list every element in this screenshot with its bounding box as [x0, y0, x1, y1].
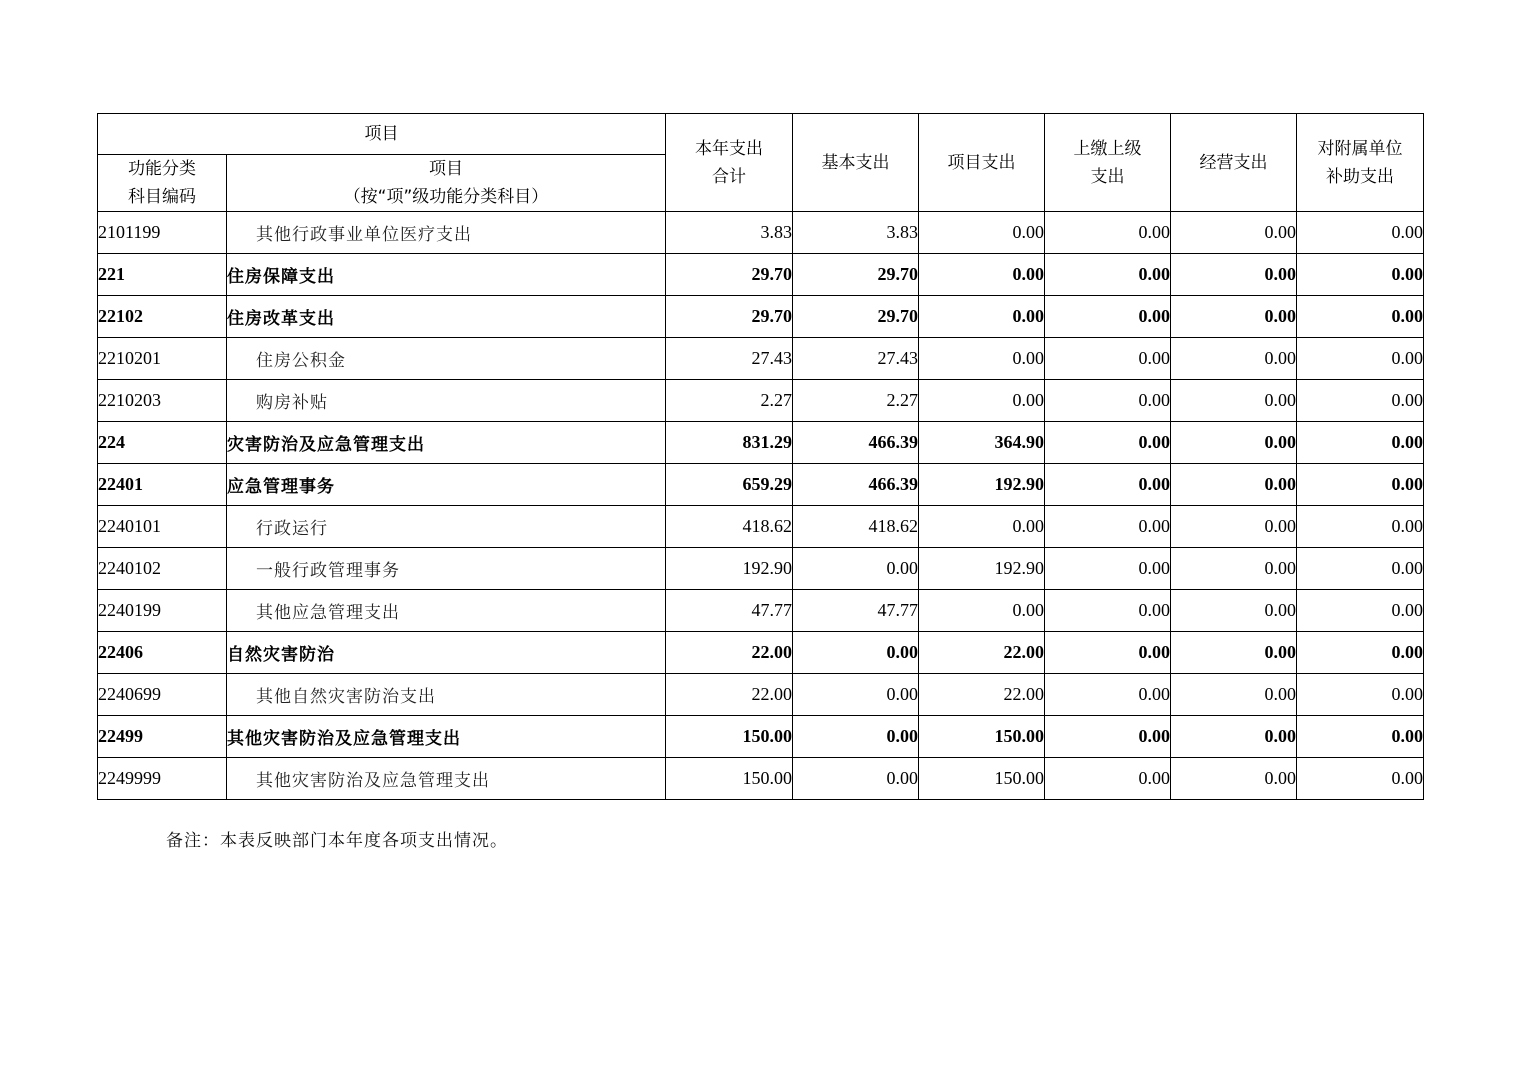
row-name: 购房补贴: [227, 380, 666, 422]
row-subsidy: 0.00: [1297, 548, 1424, 590]
row-basic: 0.00: [793, 716, 919, 758]
header-total-line2: 合计: [712, 166, 746, 187]
header-subsidy-line1: 对附属单位: [1317, 138, 1403, 159]
row-project: 0.00: [919, 590, 1045, 632]
row-upper: 0.00: [1045, 674, 1171, 716]
row-project: 0.00: [919, 296, 1045, 338]
row-code: 2240199: [98, 590, 227, 632]
row-operate: 0.00: [1171, 296, 1297, 338]
row-operate: 0.00: [1171, 758, 1297, 800]
row-upper: 0.00: [1045, 464, 1171, 506]
row-subsidy: 0.00: [1297, 296, 1424, 338]
row-project: 0.00: [919, 338, 1045, 380]
row-operate: 0.00: [1171, 338, 1297, 380]
table-row: [98, 464, 1424, 506]
row-subsidy: 0.00: [1297, 758, 1424, 800]
table-body: [98, 212, 1424, 800]
row-project: 364.90: [919, 422, 1045, 464]
row-total: 3.83: [666, 212, 793, 254]
row-project: 0.00: [919, 380, 1045, 422]
row-operate: 0.00: [1171, 590, 1297, 632]
header-code-line1: 功能分类: [128, 159, 196, 179]
table-row: [98, 380, 1424, 422]
row-subsidy: 0.00: [1297, 422, 1424, 464]
row-name: 其他行政事业单位医疗支出: [227, 212, 666, 254]
row-total: 150.00: [666, 716, 793, 758]
row-subsidy: 0.00: [1297, 632, 1424, 674]
row-name: 其他灾害防治及应急管理支出: [227, 716, 666, 758]
row-project: 22.00: [919, 632, 1045, 674]
row-name: 灾害防治及应急管理支出: [227, 422, 666, 464]
row-code: 22102: [98, 296, 227, 338]
row-name: 住房保障支出: [227, 254, 666, 296]
row-project: 0.00: [919, 506, 1045, 548]
row-code: 22401: [98, 464, 227, 506]
row-subsidy: 0.00: [1297, 506, 1424, 548]
row-project: 0.00: [919, 254, 1045, 296]
row-name: 其他应急管理支出: [227, 590, 666, 632]
row-project: 150.00: [919, 716, 1045, 758]
header-subsidy-line2: 补助支出: [1326, 166, 1394, 187]
header-code-line2: 科目编码: [128, 187, 196, 207]
row-basic: 466.39: [793, 464, 919, 506]
expenditure-table: [97, 113, 1424, 800]
row-basic: 27.43: [793, 338, 919, 380]
row-upper: 0.00: [1045, 758, 1171, 800]
row-code: 2249999: [98, 758, 227, 800]
table-row: [98, 296, 1424, 338]
row-code: 2240102: [98, 548, 227, 590]
row-total: 29.70: [666, 296, 793, 338]
header-operate: 经营支出: [1171, 114, 1297, 212]
row-code: 221: [98, 254, 227, 296]
row-basic: 29.70: [793, 296, 919, 338]
row-name: 应急管理事务: [227, 464, 666, 506]
row-code: 2101199: [98, 212, 227, 254]
row-subsidy: 0.00: [1297, 464, 1424, 506]
row-code: 224: [98, 422, 227, 464]
row-operate: 0.00: [1171, 632, 1297, 674]
row-operate: 0.00: [1171, 380, 1297, 422]
header-upper-line2: 支出: [1090, 166, 1125, 187]
row-name: 其他自然灾害防治支出: [227, 674, 666, 716]
row-subsidy: 0.00: [1297, 716, 1424, 758]
row-total: 659.29: [666, 464, 793, 506]
row-basic: 0.00: [793, 548, 919, 590]
row-name: 自然灾害防治: [227, 632, 666, 674]
row-total: 47.77: [666, 590, 793, 632]
table-row: [98, 674, 1424, 716]
header-code: [98, 155, 227, 212]
row-basic: 2.27: [793, 380, 919, 422]
header-total: [666, 114, 793, 212]
row-total: 2.27: [666, 380, 793, 422]
row-upper: 0.00: [1045, 338, 1171, 380]
row-code: 2210201: [98, 338, 227, 380]
row-project: 150.00: [919, 758, 1045, 800]
table-row: [98, 716, 1424, 758]
row-upper: 0.00: [1045, 548, 1171, 590]
table-footnote: 备注：本表反映部门本年度各项支出情况。: [166, 831, 508, 851]
row-basic: 418.62: [793, 506, 919, 548]
row-code: 2240101: [98, 506, 227, 548]
row-operate: 0.00: [1171, 464, 1297, 506]
row-operate: 0.00: [1171, 674, 1297, 716]
table-row: [98, 632, 1424, 674]
row-upper: 0.00: [1045, 632, 1171, 674]
table-row: [98, 506, 1424, 548]
row-operate: 0.00: [1171, 212, 1297, 254]
row-operate: 0.00: [1171, 716, 1297, 758]
header-name-line2: （按“项”级功能分类科目）: [343, 187, 549, 207]
table-row: [98, 590, 1424, 632]
row-project: 192.90: [919, 548, 1045, 590]
row-upper: 0.00: [1045, 212, 1171, 254]
row-upper: 0.00: [1045, 380, 1171, 422]
table-row: [98, 758, 1424, 800]
header-group-project: 项目: [98, 114, 666, 155]
row-name: 其他灾害防治及应急管理支出: [227, 758, 666, 800]
header-name: [227, 155, 666, 212]
row-code: 2240699: [98, 674, 227, 716]
row-total: 150.00: [666, 758, 793, 800]
row-upper: 0.00: [1045, 716, 1171, 758]
row-subsidy: 0.00: [1297, 254, 1424, 296]
header-basic: 基本支出: [793, 114, 919, 212]
row-name: 住房公积金: [227, 338, 666, 380]
row-operate: 0.00: [1171, 548, 1297, 590]
row-project: 192.90: [919, 464, 1045, 506]
row-name: 行政运行: [227, 506, 666, 548]
row-upper: 0.00: [1045, 590, 1171, 632]
row-upper: 0.00: [1045, 422, 1171, 464]
row-total: 27.43: [666, 338, 793, 380]
table-row: [98, 548, 1424, 590]
row-subsidy: 0.00: [1297, 380, 1424, 422]
row-total: 418.62: [666, 506, 793, 548]
row-project: 0.00: [919, 212, 1045, 254]
row-total: 192.90: [666, 548, 793, 590]
row-total: 22.00: [666, 632, 793, 674]
row-name: 一般行政管理事务: [227, 548, 666, 590]
row-subsidy: 0.00: [1297, 338, 1424, 380]
row-subsidy: 0.00: [1297, 590, 1424, 632]
row-operate: 0.00: [1171, 506, 1297, 548]
row-total: 29.70: [666, 254, 793, 296]
header-total-line1: 本年支出: [695, 138, 763, 159]
row-upper: 0.00: [1045, 296, 1171, 338]
table-row: [98, 254, 1424, 296]
row-basic: 47.77: [793, 590, 919, 632]
row-code: 2210203: [98, 380, 227, 422]
header-upper: [1045, 114, 1171, 212]
row-name: 住房改革支出: [227, 296, 666, 338]
row-upper: 0.00: [1045, 254, 1171, 296]
table-row: [98, 212, 1424, 254]
row-subsidy: 0.00: [1297, 212, 1424, 254]
row-operate: 0.00: [1171, 254, 1297, 296]
row-subsidy: 0.00: [1297, 674, 1424, 716]
table-row: [98, 422, 1424, 464]
row-total: 22.00: [666, 674, 793, 716]
row-basic: 0.00: [793, 758, 919, 800]
row-operate: 0.00: [1171, 422, 1297, 464]
row-code: 22406: [98, 632, 227, 674]
table-row: [98, 338, 1424, 380]
header-project: 项目支出: [919, 114, 1045, 212]
row-project: 22.00: [919, 674, 1045, 716]
row-basic: 29.70: [793, 254, 919, 296]
row-basic: 0.00: [793, 632, 919, 674]
row-basic: 0.00: [793, 674, 919, 716]
row-basic: 3.83: [793, 212, 919, 254]
row-code: 22499: [98, 716, 227, 758]
row-basic: 466.39: [793, 422, 919, 464]
row-total: 831.29: [666, 422, 793, 464]
header-subsidy: [1297, 114, 1424, 212]
row-upper: 0.00: [1045, 506, 1171, 548]
header-name-line1: 项目: [429, 159, 463, 179]
header-upper-line1: 上缴上级: [1073, 138, 1142, 159]
